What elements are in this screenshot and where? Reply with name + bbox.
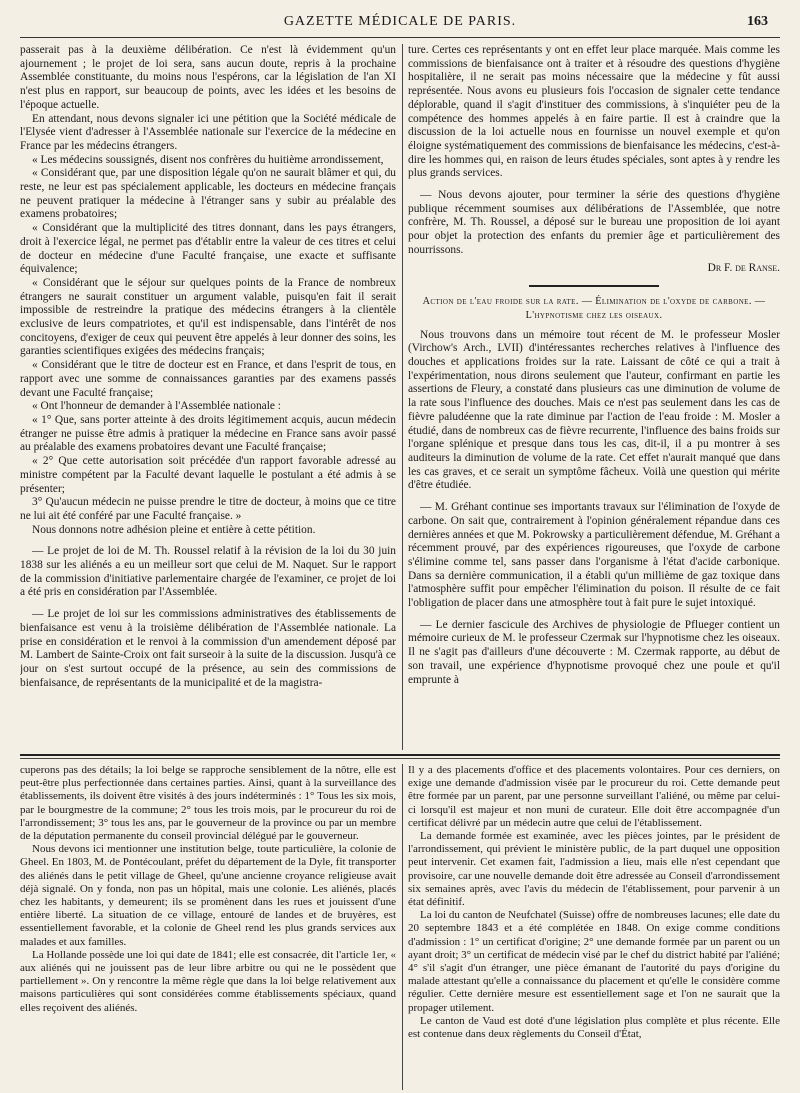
paragraph: « 1° Que, sans porter atteinte à des droits légitimement acquis, aucun médecin étranger ne puisse être admis à pratiquer la médecine en France sans avoir passé au préalable des examens probatoires devant une Faculté française; (20, 413, 396, 454)
paragraph: Nous trouvons dans un mémoire tout récent de M. le professeur Mosler (Virchow's Arch., LVII) d'intéressantes recherches relatives à l'influence des douches et applications froides sur la rate. Laissant de côté ce qui a trait à l'expérimentation, nous dirons seulement que l'auteur, confirmant en partie les assertions de Fleury, a constaté dans plusieurs cas une diminution de volume de la rate sous l'influence des douches. Mais ce n'est pas seulement dans les cas de fièvre paludéenne que la rate diminue par l'action de l'eau froide : M. Mosler a étudié, dans de nombreux cas de fièvre recurrente, l'influence des bains froids sur l'organe splénique et presque dans tous les cas, dit-il, il a pu montrer à ses auditeurs la diminution de volume de la rate. Cet effet n'aurait manqué que dans les cas graves, et ce serait un symptôme fâcheux. Voilà une question qui mérite d'être étudiée. (408, 328, 780, 492)
paragraph: — Nous devons ajouter, pour terminer la série des questions d'hygiène publique récemment soumises aux délibérations de l'Assemblée, que notre confrère, M. Th. Roussel, a déposé sur le bureau une proposition de loi ayant pour objet la protection des enfants du premier âge et particulièrement des nourrissons. (408, 189, 780, 256)
paragraph: « 2° Que cette autorisation soit précédée d'un rapport favorable adressé au ministre compétent par la Faculté devant laquelle le postulant a été admis à se présenter; (20, 455, 396, 495)
paragraph: 3° Qu'aucun médecin ne puisse prendre le titre de docteur, à moins que ce titre ne lui ait été conféré par une Faculté française. » (20, 496, 396, 522)
paragraph: « Considérant que le séjour sur quelques points de la France de nombreux étrangers ne saurait constituer un argument valable, puisqu'en fait il serait impossible de restreindre la pratique des médecins étrangers à la clientèle exclusive de leurs compatriotes, et qu'il est indispensable, dans l'intérêt de nos concitoyens, d'exiger de ceux qui peuvent être appelés à leur donner des soins, les garanties scientifiques exigées des médecins français; (20, 276, 396, 358)
column-bottom-left (20, 764, 396, 1090)
paragraph: « Considérant que la multiplicité des titres donnant, dans les pays étrangers, droit à l'exercice légal, ne permet pas d'établir entre la valeur de ces titres et celui de docteur en médecine d'une Faculté française, une exacte et suffisante équivalence; (20, 222, 396, 276)
paragraph: passerait pas à la deuxième délibération. Ce n'est là évidemment qu'un ajournement ; le projet de loi sera, sans aucun doute, repris à la prochaine Assemblée constituante, du moins nous l'espérons, car la législation de l'an XI n'est plus en rapport, sur beaucoup de points, avec les idées et les besoins de l'époque actuelle. (20, 44, 396, 111)
column-divider (402, 764, 403, 1090)
paragraph: — Le dernier fascicule des Archives de physiologie de Pflueger contient un mémoire curieux de M. le professeur Czermak sur l'hypnotisme chez les oiseaux. Il ne s'agit pas d'ailleurs d'une découverte : M. Czermak rapporte, au début de son travail, une expérience d'hypnotisme provoqué chez une poule et qu'il emprunte à (408, 618, 780, 686)
paragraph: Nous devons ici mentionner une institution belge, toute particulière, la colonie de Gheel. En 1803, M. de Pontécoulant, préfet du département de la Dyle, fit transporter des aliénés dans le petit village de Gheel, qu'une ancienne croyance religieuse avait déjà signalé. On y fonda, non pas un hôpital, mais une colonie. Les aliénés, placés chez les habitants, y demeurent; ils se promènent dans les rues et jouissent d'une entière liberté. La situation de ce village, entouré de landes et de bruyères, est essentiellement favorable, et la colonie de Gheel rend les plus grands services aux malades et aux familles. (20, 843, 396, 948)
author-signature: Dr F. de Ranse. (707, 261, 780, 274)
paragraph: — M. Gréhant continue ses importants travaux sur l'élimination de l'oxyde de carbone. On sait que, contrairement à l'opinion généralement répandue dans ces dernières années et que M. Pokrowsky a particulièrement défendue, M. Gréhant a récemment prouvé, par des expériences rigoureuses, que l'oxyde de carbone s'élimine comme tel, sans passer dans l'organisme à l'état d'acide carbonique. Dans sa dernière communication, il a établi qu'un millième de gaz toxique dans l'atmosphère suffit pour empêcher l'élimination du poison. Il résulte de ce fait l'obligation de placer dans une atmosphère tout à fait pure le sujet intoxiqué. (408, 501, 780, 610)
paragraph: — Le projet de loi de M. Th. Roussel relatif à la révision de la loi du 30 juin 1838 sur les aliénés a eu un meilleur sort que celui de M. Naquet. Sur le rapport de la commission d'initiative parlementaire chargée de l'examiner, ce projet de loi a été pris en considération par l'Assemblée. (20, 545, 396, 599)
column-top-left (20, 44, 396, 750)
paragraph: Le canton de Vaud est doté d'une législation plus complète et plus récente. Elle est contenue dans deux règlements du Conseil d'État, (408, 1014, 780, 1041)
paragraph: « Considérant que, par une disposition légale qu'on ne saurait blâmer et qui, du reste, ne leur est pas spécialement applicable, les docteurs en médecine français ne peuvent pratiquer la médecine à l'étranger sans y subir au préalable des examens probatoires; (20, 167, 396, 221)
section-heading: Action de l'eau froide sur la rate. — Élimination de l'oxyde de carbone. — L'hypnotisme chez les oiseaux. (422, 296, 766, 321)
paragraph: cuperons pas des détails; la loi belge se rapproche sensiblement de la nôtre, elle est peut-être plus perfectionnée dans certaines parties. Ainsi, quant à la surveillance des établissements, ils doivent être visités à des jours indéterminés : 1° Tous les six mois, par le bourgmestre de la commune; 2° tous les trois mois, par le procureur du roi de l'arrondissement; 3° tous les ans, par le gouverneur de la province ou par un membre de la députation permanente du conseil provincial délégué par le gouverneur. (20, 764, 396, 843)
paragraph: La Hollande possède une loi qui date de 1841; elle est consacrée, dit l'article 1er, « aux aliénés qui ne jouissent pas de leur libre arbitre ou qui ne le possèdent que partiellement ». On y rencontre la même règle que dans la loi belge relativement aux maisons particulières qui sont considérées comme établissements spéciaux, quand elles reçoivent des aliénés. (20, 948, 396, 1014)
column-divider (402, 44, 403, 750)
header-rule (20, 37, 780, 38)
paragraph: Il y a des placements d'office et des placements volontaires. Pour ces derniers, on exige une demande d'admission visée par le procureur du roi. Cette demande peut être formée par un parent, par une personne surveillant l'aliéné, ou même par celui-ci lorsqu'il est majeur et non muni de curateur. Elle doit être accompagnée d'un certificat délivré par un médecin autre que celui de l'établissement. (408, 764, 780, 829)
paragraph: La loi du canton de Neufchatel (Suisse) offre de nombreuses lacunes; elle date du 20 septembre 1843 et a été complétée en 1848. On exige comme conditions d'admission : 1° un certificat d'origine; 2° une demande formée par un parent ou un ayant droit; 3° un certificat de médecin visé par le chef du district habité par l'aliéné; 4° s'il s'agit d'un étranger, une pièce émanant de l'autorité du pays d'origine du malade attestant qu'elle a connaissance du placement et qu'elle le considère comme régulier. Cette dernière mesure est essentiellement sage et l'on ne saurait que la propager utilement. (408, 909, 780, 1014)
paragraph: Nous donnons notre adhésion pleine et entière à cette pétition. (32, 523, 316, 536)
page-header (20, 14, 780, 36)
section-rule (529, 285, 659, 287)
feuilleton-rule (20, 754, 780, 756)
paragraph: — Le projet de loi sur les commissions administratives des établissements de bienfaisance est venu à la troisième délibération de l'Assemblée nationale. La prise en considération et le renvoi à la commission d'un amendement déposé par M. Lambert de Sainte-Croix ont fait surseoir à la suite de la discussion. Jusqu'à ce jour on s'est surtout occupé de la présence, au sein des commissions de bienfaisance, de représentants de la municipalité et de la magistra- (20, 608, 396, 689)
paragraph: ture. Certes ces représentants y ont en effet leur place marquée. Mais comme les commissions de bienfaisance ont à traiter et à résoudre des questions d'hygiène hospitalière, il ne serait pas moins nécessaire que la médecine y fût aussi représentée. Nous avons eu plusieurs fois l'occasion de signaler cette tendance déplorable, quand il s'agit d'instituer des commissions, à s'inquiéter peu de la compétence des hommes appelés à en faire partie. Il est à craindre que la discussion de la loi actuelle nous en fournisse un nouvel exemple et qu'on éloigne systématiquement des commissions de bienfaisance les médecins, c'est-à-dire les hommes qui, en raison de leurs études spéciales, sont aptes à y rendre les plus grands services. (408, 44, 780, 180)
paragraph: « Ont l'honneur de demander à l'Assemblée nationale : (32, 400, 281, 413)
column-bottom-right (408, 764, 780, 1090)
paragraph: « Considérant que le titre de docteur est en France, et dans l'esprit de tous, en rapport avec une somme de connaissances garanties par des examens passés devant une Faculté française; (20, 359, 396, 399)
paragraph: En attendant, nous devons signaler ici une pétition que la Société médicale de l'Elysée vient d'adresser à l'Assemblée nationale sur l'exercice de la médecine en France par les médecins étrangers. (20, 112, 396, 152)
paragraph: La demande formée est examinée, avec les pièces jointes, par le président de l'arrondissement, qui prévient le ministère public, de la part duquel une opposition peut intervenir. Cet examen fait, l'admission a lieu, mais elle n'est cependant que provisoire, car une nouvelle demande doit être adressée au Conseil d'arrondissement six semaines après, avec l'avis du médecin de l'établissement, pour parvenir à un état définitif. (408, 830, 780, 909)
page-number: 163 (747, 14, 768, 29)
column-top-right (408, 44, 780, 750)
feuilleton-rule-thin (20, 758, 780, 759)
paragraph: « Les médecins soussignés, disent nos confrères du huitième arrondissement, (32, 153, 384, 166)
journal-title: GAZETTE MÉDICALE DE PARIS. (283, 14, 517, 29)
